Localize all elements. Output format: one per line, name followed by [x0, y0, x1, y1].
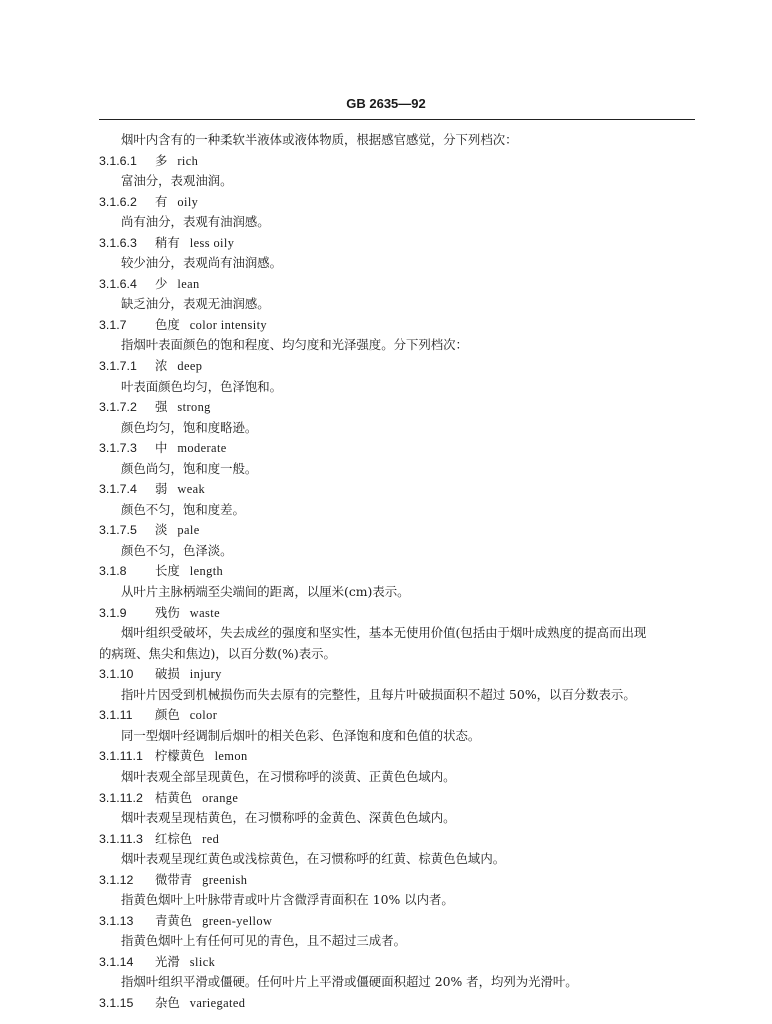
definition-text: 指黄色烟叶上有任何可见的青色，且不超过三成者。 [121, 933, 406, 949]
definition-text: 颜色不匀，色泽淡。 [121, 542, 233, 558]
term-entry [99, 705, 699, 726]
term-english: deep [177, 359, 203, 374]
definition-text: 烟叶内含有的一种柔软半液体或液体物质，根据感官感觉，分下列档次： [121, 132, 518, 147]
term-chinese: 稍有 [155, 234, 180, 250]
clause-number: 3.1.11.2 [99, 790, 143, 805]
term-english: strong [177, 400, 211, 415]
page-header-standard-number: GB 2635—92 [346, 96, 426, 111]
clause-number: 3.1.7.2 [99, 400, 137, 415]
term-entry [99, 479, 699, 500]
term-english: lemon [214, 749, 248, 764]
clause-number: 3.1.6.4 [99, 276, 137, 291]
clause-number: 3.1.7.4 [99, 482, 137, 497]
definition-text: 指叶片因受到机械损伤而失去原有的完整性，且每片叶破损面积不超过 50%，以百分数表示。 [121, 686, 636, 702]
term-chinese: 中 [155, 440, 168, 456]
term-entry [99, 520, 699, 541]
term-english: oily [177, 194, 199, 209]
term-chinese: 青黄色 [155, 912, 193, 928]
definition-text: 指烟叶组织平滑或僵硬。任何叶片上平滑或僵硬面积超过 20% 者，均列为光滑叶。 [121, 974, 578, 990]
term-entry [99, 315, 699, 336]
term-english: orange [202, 790, 239, 805]
term-entry [99, 274, 699, 295]
definition-text: 颜色尚匀，饱和度一般。 [121, 460, 258, 476]
clause-number: 3.1.10 [99, 667, 134, 682]
term-chinese: 颜色 [155, 707, 180, 723]
term-english: weak [177, 482, 206, 497]
term-english: waste [189, 605, 220, 620]
term-chinese: 破损 [155, 666, 180, 682]
clause-number: 3.1.14 [99, 954, 134, 969]
clause-number: 3.1.6.3 [99, 235, 137, 250]
definition-text: 缺乏油分，表观无油润感。 [121, 296, 270, 312]
clause-number: 3.1.8 [99, 564, 127, 579]
definition-text: 较少油分，表观尚有油润感。 [121, 255, 283, 271]
term-english: less oily [189, 235, 235, 250]
definition-text: 烟叶表观呈现红黄色或浅棕黄色，在习惯称呼的红黄、棕黄色色域内。 [121, 851, 506, 867]
term-chinese: 弱 [155, 481, 168, 497]
term-chinese: 微带青 [155, 871, 193, 887]
term-entry [99, 746, 699, 767]
term-english: color [189, 708, 218, 723]
term-entry [99, 397, 699, 418]
definition-text: 指烟叶表面颜色的饱和程度、均匀度和光泽强度。分下列档次： [121, 337, 468, 353]
term-english: color intensity [189, 317, 268, 332]
clause-number: 3.1.7.1 [99, 359, 137, 374]
definition-text: 尚有油分，表观有油润感。 [121, 214, 270, 230]
clause-number: 3.1.7.3 [99, 441, 137, 456]
clause-number: 3.1.7 [99, 317, 127, 332]
term-english: injury [189, 667, 222, 682]
term-chinese: 柠檬黄色 [155, 748, 205, 764]
definition-text: 富油分，表观油润。 [121, 173, 233, 189]
term-english: green-yellow [202, 913, 273, 928]
term-english: greenish [202, 872, 248, 887]
definition-text: 烟叶表观全部呈现黄色，在习惯称呼的淡黄、正黄色色域内。 [121, 768, 456, 784]
term-entry [99, 561, 699, 582]
term-entry [99, 870, 699, 891]
term-chinese: 杂色 [155, 994, 180, 1010]
term-english: length [189, 564, 224, 579]
term-chinese: 红棕色 [155, 830, 193, 846]
header-rule [99, 119, 695, 120]
definition-text: 同一型烟叶经调制后烟叶的相关色彩、色泽饱和度和色值的状态。 [121, 727, 481, 743]
clause-number: 3.1.11.3 [99, 831, 143, 846]
definition-text: 烟叶表观呈现桔黄色，在习惯称呼的金黄色、深黄色色域内。 [121, 810, 456, 826]
term-english: variegated [189, 995, 246, 1010]
term-chinese: 桔黄色 [155, 789, 193, 805]
term-entry [99, 151, 699, 172]
term-chinese: 浓 [155, 358, 168, 374]
term-chinese: 淡 [155, 522, 168, 538]
term-chinese: 少 [155, 275, 168, 291]
clause-number: 3.1.6.1 [99, 153, 137, 168]
clause-number: 3.1.12 [99, 872, 134, 887]
term-entry [99, 664, 699, 685]
term-chinese: 强 [155, 399, 168, 415]
clause-number: 3.1.11.1 [99, 749, 143, 764]
term-english: pale [177, 523, 200, 538]
clause-number: 3.1.13 [99, 913, 134, 928]
term-entry [99, 233, 699, 254]
definition-text: 颜色均匀，饱和度略逊。 [121, 419, 258, 435]
clause-number: 3.1.7.5 [99, 523, 137, 538]
definition-text: 颜色不匀，饱和度差。 [121, 501, 245, 517]
clause-number: 3.1.6.2 [99, 194, 137, 209]
term-chinese: 有 [155, 193, 168, 209]
term-entry [99, 356, 699, 377]
clause-number: 3.1.9 [99, 605, 127, 620]
clause-number: 3.1.15 [99, 995, 134, 1010]
term-entry [99, 993, 699, 1014]
term-chinese: 光滑 [155, 953, 180, 969]
term-chinese: 色度 [155, 316, 180, 332]
term-english: red [202, 831, 220, 846]
term-entry [99, 438, 699, 459]
term-english: rich [177, 153, 199, 168]
term-entry [99, 829, 699, 850]
definition-text: 烟叶组织受破坏，失去成丝的强度和坚实性，基本无使用价值(包括由于烟叶成熟度的提高而出现 [121, 625, 647, 641]
term-chinese: 残伤 [155, 604, 180, 620]
clause-number: 3.1.11 [99, 708, 133, 723]
term-entry [99, 603, 699, 624]
term-entry [99, 788, 699, 809]
term-chinese: 多 [155, 152, 168, 168]
term-entry [99, 192, 699, 213]
term-english: lean [177, 276, 200, 291]
document-body [99, 130, 699, 1014]
definition-text: 从叶片主脉柄端至尖端间的距离，以厘米(cm)表示。 [121, 584, 410, 600]
definition-continuation: 的病斑、焦尖和焦边)，以百分数(%)表示。 [99, 645, 336, 661]
term-chinese: 长度 [155, 563, 180, 579]
term-english: slick [189, 954, 216, 969]
definition-text: 叶表面颜色均匀，色泽饱和。 [121, 378, 283, 394]
definition-text: 指黄色烟叶上叶脉带青或叶片含微浮青面积在 10% 以内者。 [121, 892, 454, 908]
term-entry [99, 911, 699, 932]
term-entry [99, 952, 699, 973]
term-english: moderate [177, 441, 227, 456]
